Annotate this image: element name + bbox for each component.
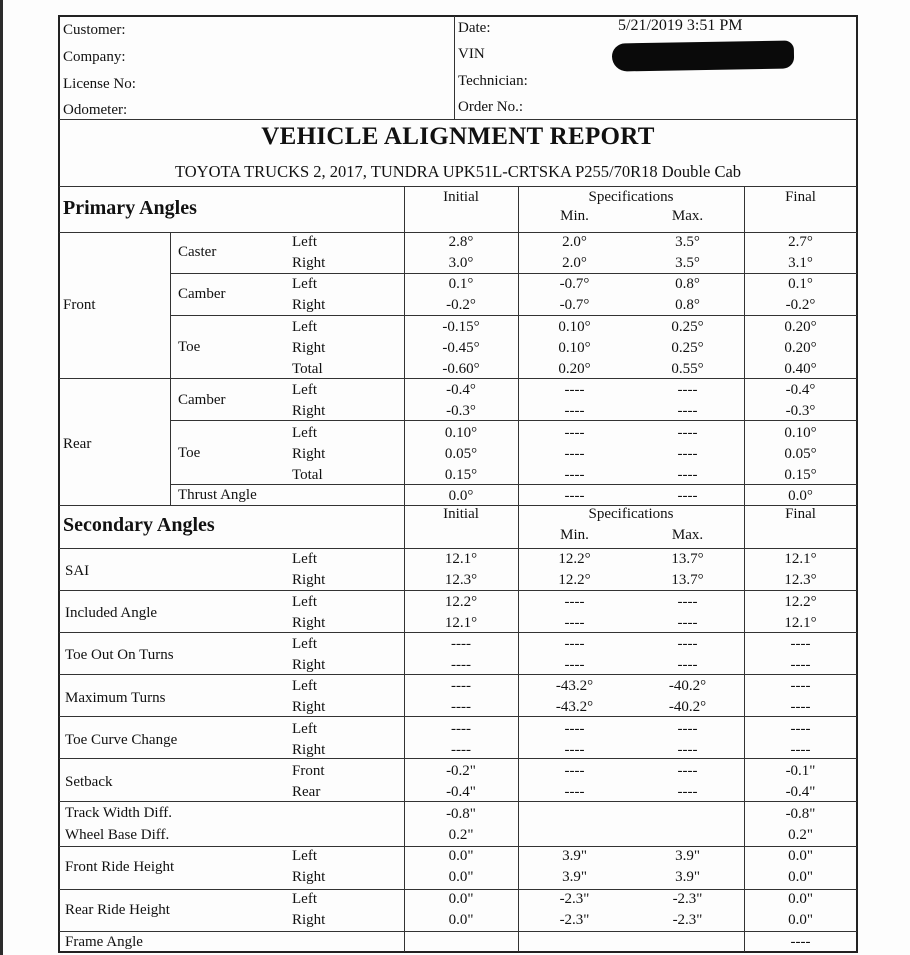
technician-label: Technician:: [458, 73, 528, 89]
toe-out-on-turns-label: Toe Out On Turns: [65, 647, 174, 663]
primary-row-8-initial: -0.3°: [446, 403, 476, 419]
primary-row-1-side: Right: [292, 255, 326, 271]
primary-row-4-initial: -0.15°: [442, 319, 480, 335]
vin-redaction: [612, 40, 794, 71]
setback-label: Setback: [65, 774, 113, 790]
primary-row-3-max: 0.8°: [675, 297, 700, 313]
primary-row-1-initial: 3.0°: [448, 255, 474, 271]
camber-bottom-rule: [170, 315, 857, 316]
secondary-row-3-min: ----: [564, 615, 585, 631]
secondary-row-16-side: Left: [292, 891, 317, 907]
front-camber-label: Camber: [178, 286, 226, 302]
primary-row-1-min: 2.0°: [562, 255, 587, 271]
front-ride-height-label: Front Ride Height: [65, 859, 175, 875]
primary-header-rule: [59, 232, 857, 233]
secondary-row-3-final: 12.1°: [784, 615, 817, 631]
primary-row-11-min: ----: [564, 467, 585, 483]
primary-row-11-side: Total: [292, 467, 323, 483]
secondary-initial-header: Initial: [443, 506, 479, 522]
secondary-row-8-side: Left: [292, 721, 317, 737]
primary-min-header: Min.: [560, 208, 589, 224]
secondary-row-8-final: ----: [790, 721, 811, 737]
primary-row-12-max: ----: [677, 488, 698, 504]
front-group-label: Front: [63, 297, 96, 313]
secondary-row-3-initial: 12.1°: [444, 615, 478, 631]
vin-label: VIN: [458, 46, 485, 62]
secondary-row-4-min: ----: [564, 636, 585, 652]
secondary-row-2-final: 12.2°: [784, 594, 817, 610]
caster-bottom-rule: [170, 273, 857, 274]
secondary-angles-heading: Secondary Angles: [63, 514, 215, 536]
included-angle-label: Included Angle: [65, 605, 158, 621]
primary-row-8-min: ----: [564, 403, 585, 419]
frame-angle-label: Frame Angle: [65, 934, 143, 950]
primary-row-1-final: 3.1°: [788, 255, 813, 271]
secondary-rule-8: [59, 931, 857, 932]
primary-row-9-initial: 0.10°: [444, 425, 478, 441]
primary-max-header: Max.: [671, 208, 704, 224]
primary-row-6-min: 0.20°: [558, 361, 591, 377]
thrust-angle-label: Thrust Angle: [178, 487, 257, 503]
primary-row-4-final: 0.20°: [784, 319, 817, 335]
primary-row-2-initial: 0.1°: [448, 276, 474, 292]
primary-row-12-min: ----: [564, 488, 585, 504]
secondary-rule-1: [59, 632, 857, 633]
rear-camber-label: Camber: [178, 392, 226, 408]
secondary-row-2-side: Left: [292, 594, 317, 610]
secondary-row-6-max: -40.2°: [668, 678, 707, 694]
secondary-row-5-max: ----: [677, 657, 698, 673]
vehicle-description: TOYOTA TRUCKS 2, 2017, TUNDRA UPK51L-CRTSKA P255/70R18 Double Cab: [174, 162, 742, 181]
rear-toe-bottom-rule: [170, 484, 857, 485]
primary-row-11-final: 0.15°: [784, 467, 817, 483]
primary-row-3-initial: -0.2°: [446, 297, 476, 313]
primary-row-2-min: -0.7°: [559, 276, 590, 292]
secondary-row-9-min: ----: [564, 742, 585, 758]
secondary-spec-header: Specifications: [588, 506, 674, 522]
secondary-min-header: Min.: [560, 527, 589, 543]
primary-row-8-max: ----: [677, 403, 698, 419]
secondary-rule-3: [59, 716, 857, 717]
secondary-row-11-min: ----: [564, 784, 585, 800]
header-bottom-rule: [59, 119, 857, 120]
secondary-row-15-side: Right: [292, 869, 326, 885]
secondary-rule-7: [59, 889, 857, 890]
primary-row-0-final: 2.7°: [788, 234, 813, 250]
primary-row-8-side: Right: [292, 403, 326, 419]
secondary-row-10-max: ----: [677, 763, 698, 779]
secondary-row-4-side: Left: [292, 636, 317, 652]
secondary-row-15-initial: 0.0": [448, 869, 474, 885]
secondary-row-0-side: Left: [292, 551, 317, 567]
secondary-row-7-min: -43.2°: [555, 699, 594, 715]
secondary-row-17-min: -2.3": [559, 912, 590, 928]
primary-row-7-initial: -0.4°: [446, 382, 476, 398]
secondary-row-7-initial: ----: [451, 699, 471, 715]
secondary-rule-2: [59, 674, 857, 675]
secondary-row-3-max: ----: [677, 615, 698, 631]
secondary-row-5-initial: ----: [451, 657, 471, 673]
primary-row-0-side: Left: [292, 234, 317, 250]
secondary-row-0-min: 12.2°: [558, 551, 591, 567]
secondary-row-3-side: Right: [292, 615, 326, 631]
title-bottom-rule: [59, 186, 857, 187]
primary-row-6-final: 0.40°: [784, 361, 817, 377]
primary-row-10-side: Right: [292, 446, 326, 462]
primary-row-10-initial: 0.05°: [444, 446, 478, 462]
secondary-row-0-max: 13.7°: [671, 551, 704, 567]
report-title: VEHICLE ALIGNMENT REPORT: [261, 123, 655, 150]
secondary-row-10-side: Front: [292, 763, 325, 779]
primary-spec-header: Specifications: [588, 189, 674, 205]
viewer-left-border: [0, 0, 3, 955]
secondary-row-13-final: 0.2": [788, 827, 813, 843]
secondary-row-1-initial: 12.3°: [444, 572, 478, 588]
primary-row-5-initial: -0.45°: [442, 340, 480, 356]
primary-row-7-max: ----: [677, 382, 698, 398]
primary-row-0-initial: 2.8°: [448, 234, 474, 250]
primary-row-8-final: -0.3°: [785, 403, 816, 419]
secondary-row-1-min: 12.2°: [558, 572, 591, 588]
secondary-row-8-initial: ----: [451, 721, 471, 737]
secondary-row-11-final: -0.4": [785, 784, 816, 800]
secondary-row-11-initial: -0.4": [446, 784, 476, 800]
secondary-row-13-initial: 0.2": [448, 827, 474, 843]
secondary-row-2-min: ----: [564, 594, 585, 610]
primary-row-3-min: -0.7°: [559, 297, 590, 313]
secondary-row-17-side: Right: [292, 912, 326, 928]
primary-row-11-initial: 0.15°: [444, 467, 478, 483]
secondary-row-16-max: -2.3": [672, 891, 703, 907]
primary-final-header: Final: [785, 189, 816, 205]
order-label: Order No.:: [458, 99, 523, 115]
secondary-row-2-max: ----: [677, 594, 698, 610]
rear-group-label: Rear: [63, 436, 92, 452]
secondary-row-14-min: 3.9": [562, 848, 587, 864]
primary-row-4-min: 0.10°: [558, 319, 591, 335]
secondary-row-8-max: ----: [677, 721, 698, 737]
primary-row-9-min: ----: [564, 425, 585, 441]
secondary-row-5-min: ----: [564, 657, 585, 673]
primary-row-0-min: 2.0°: [562, 234, 587, 250]
sai-label: SAI: [65, 563, 90, 579]
secondary-row-0-initial: 12.1°: [444, 551, 478, 567]
secondary-row-14-final: 0.0": [788, 848, 813, 864]
secondary-row-7-final: ----: [790, 699, 811, 715]
secondary-row-12-initial: -0.8": [446, 806, 476, 822]
front-caster-label: Caster: [178, 244, 217, 260]
company-label: Company:: [63, 49, 126, 65]
secondary-row-16-min: -2.3": [559, 891, 590, 907]
secondary-row-17-initial: 0.0": [448, 912, 474, 928]
date-label: Date:: [458, 20, 491, 36]
secondary-final-header: Final: [785, 506, 816, 522]
secondary-row-8-min: ----: [564, 721, 585, 737]
secondary-rule-6: [59, 846, 857, 847]
secondary-row-14-side: Left: [292, 848, 317, 864]
header-divider: [454, 16, 455, 120]
secondary-row-6-initial: ----: [451, 678, 471, 694]
secondary-row-9-final: ----: [790, 742, 811, 758]
secondary-row-15-final: 0.0": [788, 869, 813, 885]
secondary-rule-5: [59, 801, 857, 802]
primary-row-4-max: 0.25°: [671, 319, 704, 335]
secondary-row-4-initial: ----: [451, 636, 471, 652]
primary-row-0-max: 3.5°: [675, 234, 700, 250]
secondary-header-rule: [59, 548, 857, 549]
secondary-row-6-side: Left: [292, 678, 317, 694]
primary-row-1-max: 3.5°: [675, 255, 700, 271]
secondary-row-15-min: 3.9": [562, 869, 587, 885]
primary-row-7-final: -0.4°: [785, 382, 816, 398]
secondary-row-18-final: ----: [790, 934, 811, 950]
primary-row-12-final: 0.0°: [788, 488, 813, 504]
secondary-row-10-final: -0.1": [785, 763, 816, 779]
secondary-row-4-final: ----: [790, 636, 811, 652]
secondary-row-10-min: ----: [564, 763, 585, 779]
secondary-row-6-final: ----: [790, 678, 811, 694]
secondary-row-16-final: 0.0": [788, 891, 813, 907]
secondary-max-header: Max.: [671, 527, 704, 543]
date-value: 5/21/2019 3:51 PM: [618, 17, 743, 34]
secondary-row-5-final: ----: [790, 657, 811, 673]
secondary-row-11-max: ----: [677, 784, 698, 800]
primary-angles-heading: Primary Angles: [63, 197, 197, 219]
rear-ride-height-label: Rear Ride Height: [65, 902, 170, 918]
primary-row-2-max: 0.8°: [675, 276, 700, 292]
primary-row-11-max: ----: [677, 467, 698, 483]
primary-row-5-min: 0.10°: [558, 340, 591, 356]
primary-bottom-rule: [59, 505, 857, 506]
secondary-row-14-initial: 0.0": [448, 848, 474, 864]
secondary-row-1-final: 12.3°: [784, 572, 817, 588]
secondary-row-4-max: ----: [677, 636, 698, 652]
primary-row-9-max: ----: [677, 425, 698, 441]
toe-curve-change-label: Toe Curve Change: [65, 732, 178, 748]
rear-camber-bottom-rule: [170, 420, 857, 421]
secondary-row-9-max: ----: [677, 742, 698, 758]
primary-row-5-max: 0.25°: [671, 340, 704, 356]
maximum-turns-label: Maximum Turns: [65, 690, 166, 706]
primary-row-10-final: 0.05°: [784, 446, 817, 462]
secondary-row-7-max: -40.2°: [668, 699, 707, 715]
front-bottom-rule: [59, 378, 857, 379]
primary-row-4-side: Left: [292, 319, 317, 335]
primary-row-3-side: Right: [292, 297, 326, 313]
secondary-row-5-side: Right: [292, 657, 326, 673]
secondary-row-1-side: Right: [292, 572, 326, 588]
primary-row-6-initial: -0.60°: [442, 361, 480, 377]
primary-row-9-final: 0.10°: [784, 425, 817, 441]
secondary-row-10-initial: -0.2": [446, 763, 476, 779]
secondary-row-17-final: 0.0": [788, 912, 813, 928]
primary-row-5-final: 0.20°: [784, 340, 817, 356]
primary-row-6-side: Total: [292, 361, 323, 377]
secondary-row-2-initial: 12.2°: [444, 594, 478, 610]
primary-row-5-side: Right: [292, 340, 326, 356]
secondary-row-14-max: 3.9": [675, 848, 700, 864]
secondary-row-1-max: 13.7°: [671, 572, 704, 588]
odometer-label: Odometer:: [63, 102, 128, 118]
secondary-row-7-side: Right: [292, 699, 326, 715]
primary-row-2-side: Left: [292, 276, 317, 292]
secondary-row-12-final: -0.8": [785, 806, 816, 822]
front-toe-label: Toe: [178, 339, 201, 355]
rear-toe-label: Toe: [178, 445, 201, 461]
customer-label: Customer:: [63, 22, 126, 38]
secondary-row-9-side: Right: [292, 742, 326, 758]
secondary-row-17-max: -2.3": [672, 912, 703, 928]
primary-row-10-min: ----: [564, 446, 585, 462]
secondary-row-16-initial: 0.0": [448, 891, 474, 907]
secondary-row-11-side: Rear: [292, 784, 321, 800]
primary-row-7-min: ----: [564, 382, 585, 398]
secondary-row-0-final: 12.1°: [784, 551, 817, 567]
primary-row-3-final: -0.2°: [785, 297, 816, 313]
secondary-row-9-initial: ----: [451, 742, 471, 758]
secondary-row-6-min: -43.2°: [555, 678, 594, 694]
wheel-base-diff-label: Wheel Base Diff.: [65, 827, 170, 843]
primary-initial-header: Initial: [443, 189, 479, 205]
secondary-row-15-max: 3.9": [675, 869, 700, 885]
primary-row-10-max: ----: [677, 446, 698, 462]
primary-row-6-max: 0.55°: [671, 361, 704, 377]
primary-row-12-initial: 0.0°: [448, 488, 474, 504]
license-label: License No:: [63, 76, 136, 92]
track-width-diff-label: Track Width Diff.: [65, 805, 173, 821]
primary-row-7-side: Left: [292, 382, 317, 398]
primary-row-9-side: Left: [292, 425, 317, 441]
primary-row-2-final: 0.1°: [788, 276, 813, 292]
secondary-rule-0: [59, 590, 857, 591]
